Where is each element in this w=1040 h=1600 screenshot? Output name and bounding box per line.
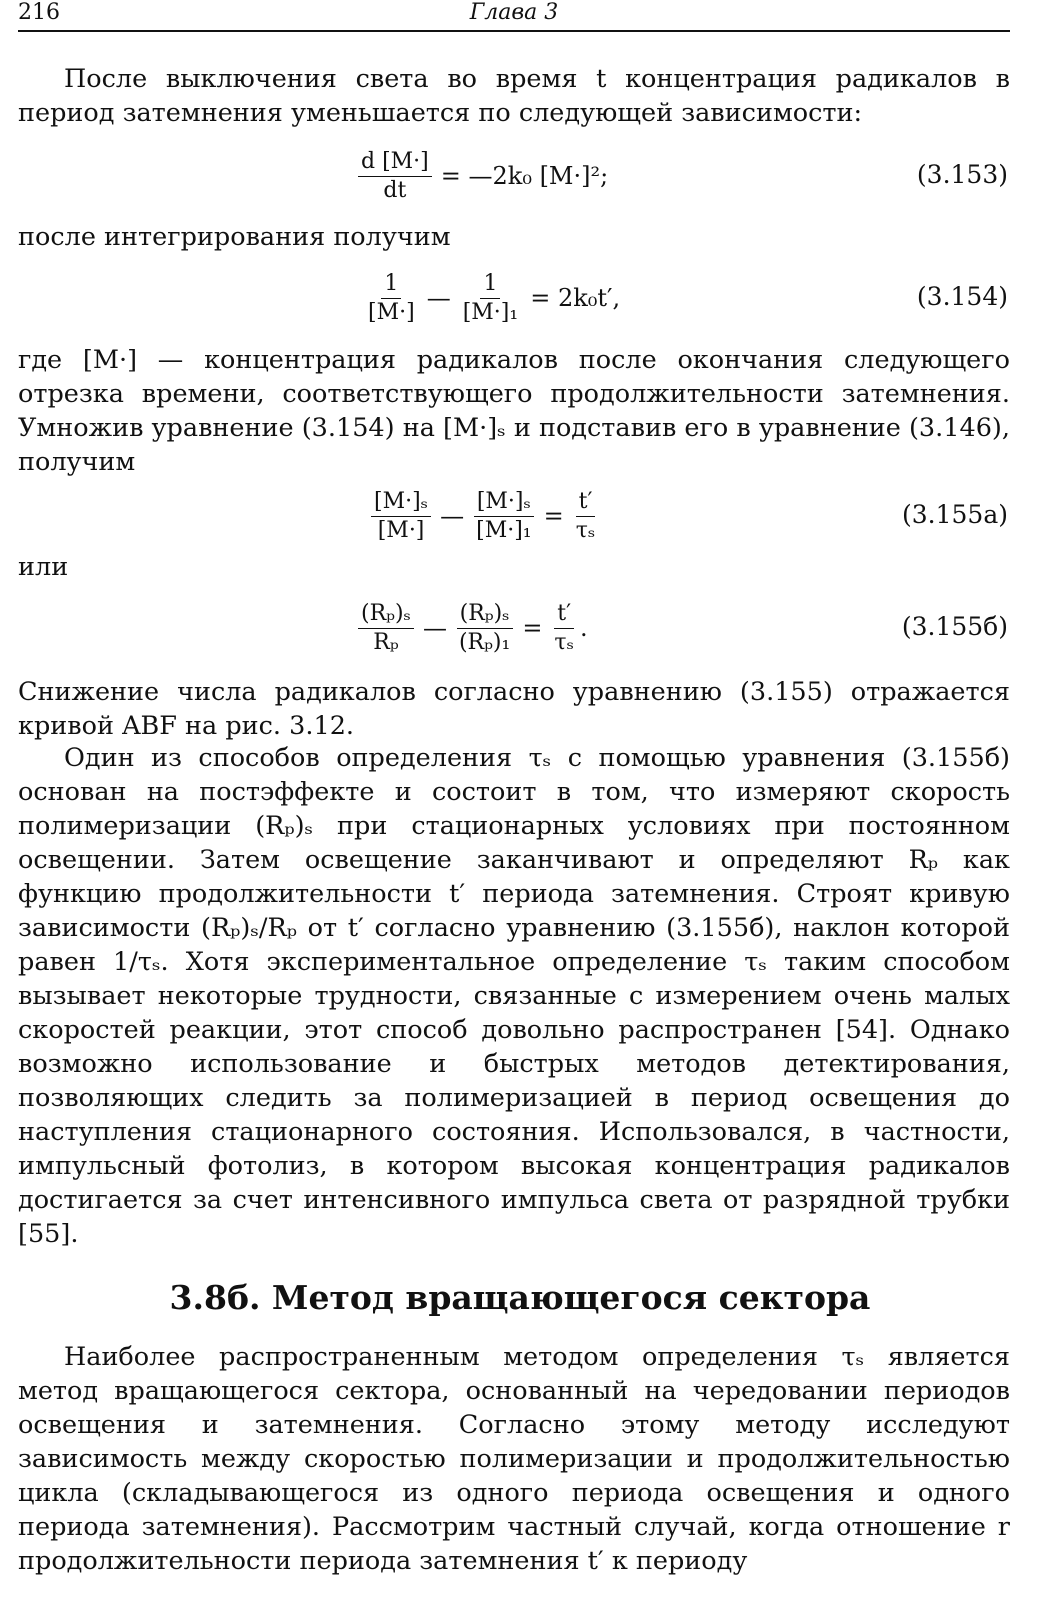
paragraph-5: Один из способов определения τₛ с помощью уравнения (3.155б) основан на постэффекте и состоит в том, что измеряют скорость полимеризации (Rₚ)ₛ при стационарных условиях при постоянном освещении. Затем освещение заканчивают и определяют Rₚ как функцию продолжительности t′ периода затемнения. Строят кривую зависимости (Rₚ)ₛ/Rₚ от t′ согласно уравнению (3.155б), наклон которой равен 1/τₛ. Хотя экспериментальное определение τₛ таким способом вызывает некоторые трудности, связанные с измерением очень малых скоростей реакции, этот способ довольно распространен [54]. Однако возможно использование и быстрых методов детектирования, позволяющих следить за полимеризацией в период освещения до наступления стационарного состояния. Использовался, в частности, импульсный фотолиз, в котором высокая концентрация радикалов достигается за счет интенсивного импульса света от разрядной трубки [55].	[18, 743, 1010, 1249]
equation-number: (3.155а)	[902, 500, 1008, 529]
page-number: 216	[18, 0, 60, 25]
fraction: $\frac{1}{[M\cdot]}$	[368, 270, 415, 325]
paragraph-2: после интегрирования получим	[18, 222, 451, 252]
equation-3-155a: $\frac{\text{[M·]ₛ}}{[M\cdot]}$ — $\frac{\text{[M·]ₛ}}{\text{[M·]₁}}$ = $\frac{t'}{\text{τₛ}}$ (3.155а)	[0, 480, 1040, 552]
fraction: $\frac{\text{[M·]ₛ}}{[M\cdot]}$	[371, 489, 431, 544]
fraction: $\frac{d [M\cdot]}{dt}$	[358, 149, 432, 204]
paragraph-3: где [M·] — концентрация радикалов после окончания следующего отрезка времени, соответствующего продолжительности затемнения. Умножив уравнение (3.154) на [M·]ₛ и подставив его в уравнение (3.146), получим	[18, 345, 1010, 477]
paragraph-1: После выключения света во время t концентрация радикалов в период затемнения уменьшается по следующей зависимости:	[18, 64, 1010, 128]
equation-number: (3.153)	[916, 160, 1008, 189]
paragraph-4: Снижение числа радикалов согласно уравнению (3.155) отражается кривой ABF на рис. 3.12.	[18, 677, 1010, 741]
equation-3-155b: $\frac{\text{(Rₚ)ₛ}}{\text{Rₚ}}$ — $\frac{\text{(Rₚ)ₛ}}{\text{(Rₚ)₁}}$ = $\frac{t'}{\text{τₛ}}$ . (3.155б)	[0, 592, 1040, 664]
paragraph-ili: или	[18, 552, 69, 582]
running-header	[18, 0, 1010, 32]
fraction: $\frac{t'}{\text{τₛ}}$	[575, 488, 596, 543]
fraction: $\frac{\text{(Rₚ)ₛ}}{\text{(Rₚ)₁}}$	[456, 601, 513, 656]
running-title: Глава 3	[469, 0, 559, 25]
fraction: $\frac{1}{\text{[M·]₁}}$	[462, 270, 519, 325]
fraction: $\frac{t'}{\text{τₛ}}$	[554, 600, 575, 655]
fraction: $\frac{\text{[M·]ₛ}}{\text{[M·]₁}}$	[473, 489, 535, 544]
section-heading: 3.8б. Метод вращающегося сектора	[169, 1278, 871, 1317]
paragraph-6: Наиболее распространенным методом определения τₛ является метод вращающегося сектора, основанный на чередовании периодов освещения и затемнения. Согласно этому методу исследуют зависимость между скоростью полимеризации и продолжительностью цикла (складывающегося из одного периода освещения и одного периода затемнения). Рассмотрим частный случай, когда отношение r продолжительности периода затемнения t′ к периоду	[18, 1342, 1010, 1576]
equation-3-153: $\frac{d [M\cdot]}{dt}$ = —2k₀ [M·]²; (3.153)	[0, 140, 1040, 212]
equation-number: (3.155б)	[901, 612, 1008, 641]
equation-number: (3.154)	[916, 282, 1008, 311]
fraction: $\frac{\text{(Rₚ)ₛ}}{\text{Rₚ}}$	[358, 601, 414, 656]
equation-3-154: $\frac{1}{[M\cdot]}$ — $\frac{1}{\text{[M·]₁}}$ = 2k₀t′, (3.154)	[0, 262, 1040, 334]
